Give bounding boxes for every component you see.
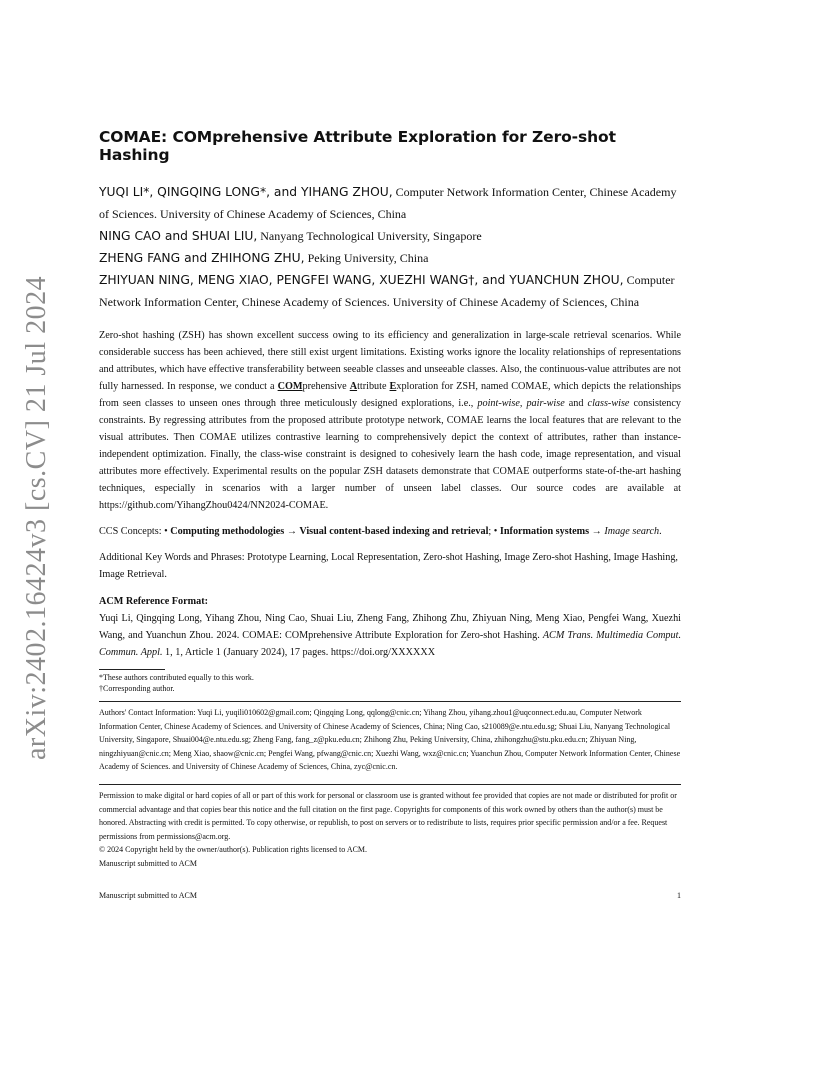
author-names: ZHENG FANG and ZHIHONG ZHU,	[99, 251, 305, 265]
author-affiliation: Nanyang Technological University, Singapore	[260, 229, 482, 243]
acm-reference-heading: ACM Reference Format:	[99, 596, 208, 607]
author-names: YUQI LI*, QINGQING LONG*, and YIHANG ZHOU,	[99, 185, 393, 199]
ccs-concept: Computing methodologies → Visual content-based indexing and retrieval	[170, 526, 489, 537]
author-group	[99, 247, 681, 269]
abstract-text: xploration for ZSH, named COMAE, which depicts the relationships from seen classes to unseen ones through three meticulously designed explorations, i.e.,	[99, 381, 681, 409]
author-group	[99, 269, 681, 313]
footer-label: Manuscript submitted to ACM	[99, 891, 197, 900]
abstract-italic-term: class-wise	[587, 398, 630, 409]
author-names: ZHIYUAN NING, MENG XIAO, PENGFEI WANG, XUEZHI WANG†, and YUANCHUN ZHOU,	[99, 273, 624, 287]
keywords: Additional Key Words and Phrases: Prototype Learning, Local Representation, Zero-shot Hashing, Image Zero-shot Hashing, Image Hashing, Image Retrieval.	[99, 552, 678, 580]
ccs-separator: ; •	[488, 526, 498, 537]
contact-information: Authors' Contact Information: Yuqi Li, yuqili010602@gmail.com; Qingqing Long, qqlong@cnic.cn; Yihang Zhou, yihang.zhou1@uqconnect.edu.au, Computer Network Information Center, Chinese Academy of Sciences. and University of Chinese Academy of Sciences, China; Ning Cao, s210089@e.ntu.edu.sg; Shuai Liu, Nanyang Technological University, Singapore, Shuai004@e.ntu.edu.sg; Zheng Fang, fang_z@pku.edu.cn; Zhihong Zhu, Peking University, China, zhihongzhu@stu.pku.edu.cn; Zhiyuan Ning, ningzhiyuan@cnic.cn; Meng Xiao, shaow@cnic.cn; Pengfei Wang, pfwang@cnic.cn; Xuezhi Wang, wxz@cnic.cn; Yuanchun Zhou, Computer Network Information Center, Chinese Academy of Sciences. and University of Chinese Academy of Sciences, China, zyc@cnic.cn.	[99, 701, 681, 774]
journal-name: ACM Trans. Multimedia Comput. Commun. Appl.	[99, 630, 681, 658]
page-footer	[99, 891, 681, 900]
ccs-end: .	[659, 526, 662, 537]
permission-text: Permission to make digital or hard copies of all or part of this work for personal or classroom use is granted without fee provided that copies are not made or distributed for profit or commercial advantage and that copies bear this notice and the full citation on the first page. Copyrights for components of this work owned by others than the author(s) must be honored. Abstracting with credit is permitted. To copy otherwise, or republish, to post on servers or to redistribute to lists, requires prior specific permission and/or a fee. Request permissions from permissions@acm.org.	[99, 790, 677, 841]
acm-reference	[99, 610, 681, 661]
abstract-acronym-letter: E	[389, 381, 397, 392]
author-group	[99, 181, 681, 225]
abstract-italic-term: pair-wise	[526, 398, 565, 409]
paper-title: COMAE: COMprehensive Attribute Exploration for Zero-shot Hashing	[99, 128, 616, 164]
page-number: 1	[677, 891, 681, 900]
abstract-text: prehensive	[302, 381, 347, 392]
footnote: †Corresponding author.	[99, 684, 175, 693]
ccs-concepts	[99, 523, 681, 540]
abstract-text: and	[568, 398, 584, 409]
abstract	[99, 327, 681, 514]
permission-notice	[99, 784, 681, 871]
author-names: NING CAO and SHUAI LIU,	[99, 229, 258, 243]
manuscript-line: Manuscript submitted to ACM	[99, 858, 197, 868]
ccs-label: CCS Concepts: •	[99, 526, 168, 537]
acm-reference-text: 1, 1, Article 1 (January 2024), 17 pages. https://doi.org/XXXXXX	[165, 647, 436, 658]
author-affiliation: Peking University, China	[307, 251, 429, 265]
footnotes	[99, 669, 681, 694]
ccs-concept: Information systems →	[499, 526, 602, 537]
author-group	[99, 225, 681, 247]
ccs-concept-leaf: Image search	[604, 526, 660, 537]
paper-first-page	[99, 128, 681, 871]
footnote: *These authors contributed equally to this work.	[99, 673, 254, 682]
abstract-acronym-letters: COM	[277, 381, 303, 392]
footnote-rule	[99, 669, 165, 670]
author-affiliation: Computer Network Information Center, Chinese Academy of Sciences. University of Chinese Academy of Sciences, China	[99, 185, 677, 221]
abstract-italic-term: point-wise,	[477, 398, 523, 409]
author-list	[99, 181, 681, 313]
abstract-text: ttribute	[357, 381, 387, 392]
author-affiliation: Computer Network Information Center, Chinese Academy of Sciences. University of Chinese Academy of Sciences, China	[99, 273, 675, 309]
abstract-text: consistency constraints. By regressing attributes from the proposed attribute prototype network, COMAE learns the local features that are relevant to the visual attributes. Then COMAE utilizes contrastive learning to comprehensively depict the context of attributes, rather than instance-independent optimization. Finally, the class-wise constraint is designed to cohesively learn the hash code, image representation, and visual attributes more effectively. Experimental results on the popular ZSH datasets demonstrate that COMAE outperforms state-of-the-art hashing techniques, especially in scenarios with a larger number of unseen label classes. Our source codes are available at https://github.com/YihangZhou0424/NN2024-COMAE.	[99, 398, 682, 511]
acm-reference-text: Yuqi Li, Qingqing Long, Yihang Zhou, Ning Cao, Shuai Liu, Zheng Fang, Zhihong Zhu, Zhiyuan Ning, Meng Xiao, Pengfei Wang, Xuezhi Wang, and Yuanchun Zhou. 2024. COMAE: COMprehensive Attribute Exploration for Zero-shot Hashing.	[99, 613, 681, 641]
abstract-text: Zero-shot hashing (ZSH) has shown excellent success owing to its efficiency and generalization in large-scale retrieval scenarios. While considerable success has been achieved, there still exist urgent limitations. Existing works ignore the locality relationships of representations and attributes, which have effective transferability between seeable classes and unseeable classes. Also, the continuous-value attributes are not fully harnessed. In response, we conduct a	[99, 330, 681, 392]
copyright-line: © 2024 Copyright held by the owner/author(s). Publication rights licensed to ACM.	[99, 845, 368, 855]
arxiv-side-stamp: arXiv:2402.16424v3 [cs.CV] 21 Jul 2024	[21, 275, 52, 760]
abstract-acronym-letter: A	[349, 381, 358, 392]
